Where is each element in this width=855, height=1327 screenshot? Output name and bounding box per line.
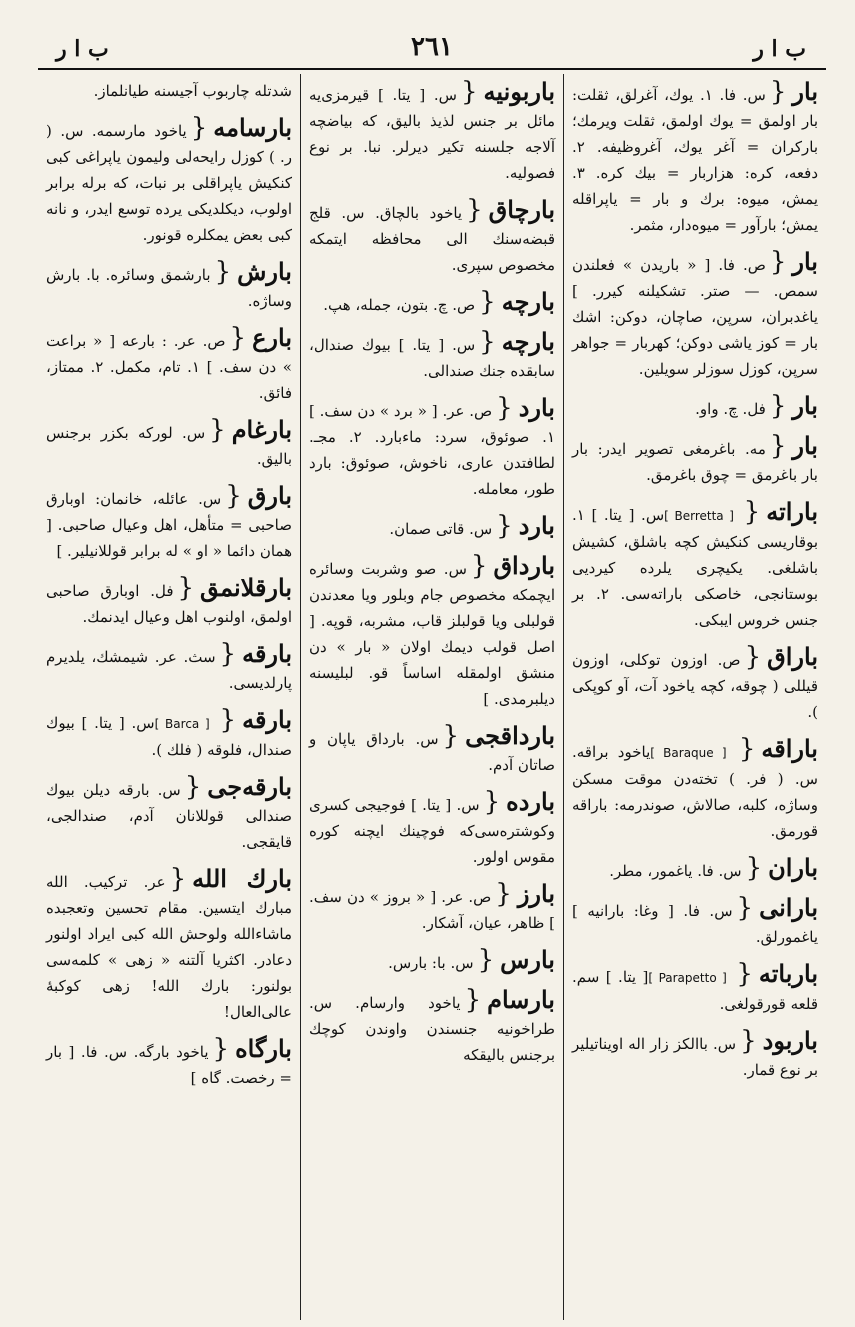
entry-headword: بارباته	[758, 959, 818, 988]
entry-etymology-latin: [ Barca ]	[154, 717, 216, 731]
entry-headword: بارد	[518, 393, 555, 422]
entry-definition: ص. عر. : بارعه [ « براعت » دن سف. ] ١. تام، مكمل. ٢. ممتاز، فائق.	[46, 332, 292, 402]
entry-headword: باربود	[762, 1026, 818, 1055]
entry-definition: س. صو وشربت وسائره ايچمكه مخصوص جام وبلور ويا معدندن قولبلى ويا قولبلز قاب، مشربه، قوپه. [ اصل قولب ديمك اولان « بار » دن منشق اولمقله اساساً قو. لبليسنه ديلبرمدى. ]	[309, 560, 555, 708]
entry-headword: بارانى	[759, 893, 818, 922]
entry-brace: {	[442, 721, 460, 751]
entry-definition: ياخود براقه. س. ( فر. ) تخته‌دن موقت مسكن وساژه، كلبه، صالاش، صوندرمه: باراقه قورمق.	[572, 743, 818, 840]
entry-definition: س. فا. ١. يوك، آغرلق، ثقلت: بار اولمق = يوك اولمق، ثقلت ويرمك؛ باركران = آغر يوك، آغروظيفه. ٢. دفعه، كره: هزاربار = بيك كره. ٣. يمش، ميوه: برك و بار = ياپراقله يمش؛ بارآور = ميوه‌دار، مثمر.	[572, 86, 818, 234]
entry-definition: س. [ يتا. ] ١. بوقاريسى كنكيش كچه باشلق، كشيش باشلغى. يكيچرى يلرده كيرديى بوستانجى، خاصكى باراته‌سى. ٢. بر جنس خروس ايبكى.	[572, 506, 818, 629]
entry-brace: {	[769, 247, 787, 277]
entry-definition: س. [ يتا. ] بيوك صندال، فلوقه ( فلك ).	[46, 714, 292, 759]
dictionary-entry	[309, 196, 555, 281]
entry-brace: {	[496, 393, 513, 423]
dictionary-entry	[572, 248, 818, 385]
entry-brace: {	[219, 705, 237, 735]
entry-headword: بار	[792, 247, 818, 276]
entry-brace: {	[209, 415, 226, 445]
entry-headword: بارق	[247, 481, 292, 510]
dictionary-entry	[46, 482, 292, 567]
dictionary-entry	[572, 735, 818, 847]
entry-headword: بارع	[252, 323, 292, 352]
dictionary-entry	[46, 865, 292, 1028]
entry-headword: بارقلانمق	[200, 573, 292, 602]
entry-brace: {	[190, 113, 208, 143]
dictionary-entry	[572, 894, 818, 953]
entry-headword: بارگاه	[235, 1034, 292, 1063]
entry-definition: ص. فا. [ « باريدن » فعلندن سمص. — صتر. تشكيلنه كيرر. ] ياغدبران، سرپن، صاچان، دوكن: اشك بار = كوز ياشى دوكن؛ كهربار = جواهر سرپن، كوزل سوزلر سويلين.	[572, 256, 818, 378]
entry-headword: باراقه	[761, 734, 818, 763]
entry-brace: {	[184, 772, 202, 802]
entry-definition: س. [ يتا. ] فوجيجى كسرى وكوشتره‌سى‌كه فوچينك ايچنه كوره مقوس اولور.	[309, 796, 555, 866]
column-right	[564, 74, 826, 1320]
entry-definition: س. با: بارس.	[388, 954, 474, 972]
dictionary-entry	[46, 258, 292, 317]
dictionary-entry	[309, 552, 555, 715]
entry-headword: بارده	[506, 787, 555, 816]
entry-headword: بار	[792, 77, 819, 106]
entry-brace: {	[470, 551, 488, 581]
entry-definition: س. بارقه ديلن بيوك صندالى قوللانان آدم، صندالجى، قايقجى.	[46, 781, 292, 851]
entry-brace: {	[461, 77, 478, 107]
page-number: ٢٦١	[411, 32, 453, 62]
entry-brace: {	[495, 879, 512, 909]
entry-definition: س. [ يتا. ] بيوك صندال، سابقده جنك صندالى.	[309, 336, 555, 380]
entry-headword: بارش	[237, 257, 292, 286]
entry-definition: شدتله چاربوب آجيسنه طيانلماز.	[93, 82, 292, 100]
entry-definition: ياخود بالچاق. س. قلج قبضه‌سنك الى محافظه ايتمكه مخصوص سپرى.	[309, 204, 555, 274]
entry-definition: ص. چ. بتون، جمله، هپ.	[323, 296, 476, 314]
dictionary-entry	[572, 643, 818, 728]
entry-brace: {	[169, 864, 187, 894]
dictionary-entry	[572, 392, 818, 425]
entry-brace: {	[736, 959, 753, 989]
entry-brace: {	[464, 985, 482, 1015]
entry-headword: بارقه	[242, 639, 292, 668]
dictionary-entry	[309, 512, 555, 545]
header-letters-left: ب ا ر	[56, 36, 109, 62]
entry-definition: س. لوركه بكزر برجنس باليق.	[46, 424, 292, 468]
dictionary-entry	[309, 328, 555, 387]
entry-brace: {	[477, 945, 495, 975]
entry-definition: ص. اوزون توكلى، اوزون قيللى ( چوقه، كچه ياخود آت، آو كوپكى ).	[572, 651, 818, 721]
entry-definition: س. قاتى صمان.	[389, 520, 493, 538]
entry-definition: س. بارداق ياپان و صاتان آدم.	[309, 730, 555, 774]
entry-headword: بار	[792, 391, 818, 420]
entry-etymology-latin: [ Berretta ]	[664, 509, 740, 523]
entry-brace: {	[738, 734, 756, 764]
dictionary-entry	[46, 640, 292, 699]
columns	[38, 74, 826, 1320]
header-letters-right: ب ا ر	[753, 36, 806, 62]
entry-headword: بار	[792, 431, 818, 460]
dictionary-entry	[572, 960, 818, 1020]
entry-brace: {	[219, 639, 237, 669]
entry-brace: {	[744, 642, 762, 672]
dictionary-entry	[572, 498, 818, 636]
dictionary-entry	[572, 854, 818, 887]
dictionary-entry	[309, 880, 555, 939]
header-rule	[38, 68, 826, 70]
entry-brace: {	[214, 257, 232, 287]
entry-definition: س. باالكز زار اله اويناتيلير بر نوع قمار.	[572, 1035, 818, 1079]
entry-definition: سث. عر. شيمشك، يلديرم پارلديسى.	[46, 648, 292, 692]
entry-definition: مه. باغرمغی تصوير ايدر: بار بار باغرمق = چوق باغرمق.	[572, 440, 818, 484]
dictionary-entry	[572, 432, 818, 491]
dictionary-entry	[309, 986, 555, 1070]
entry-definition: س. فا. [ وغا: بارانيه ] ياغمورلق.	[572, 902, 818, 946]
entry-brace: {	[479, 327, 496, 357]
entry-headword: بارقه‌جى	[207, 772, 292, 801]
entry-brace: {	[177, 573, 195, 603]
entry-headword: بارچاق	[488, 195, 555, 224]
entry-definition: ياخود مارسمه. س. ( ر. ) كوزل رايحه‌لى وليمون ياپراغى كبى كنكيش ياپراقلى بر نبات، كه برله برابر اولوب، ديكلديكى يرده توسع ايدر، و نانه كبى بعض يمكلره قونور.	[46, 122, 292, 244]
column-middle	[301, 74, 564, 1320]
dictionary-entry	[572, 1027, 818, 1085]
entry-headword: بارسام	[487, 985, 555, 1014]
dictionary-entry	[46, 1035, 292, 1093]
entry-definition: عر. تركيب. الله مبارك ايتسين. مقام تحسين وتعجبده ماشاءالله ولوحش الله كبى ايراد اولنور دعادر. اكثريا آلتنه « زهى » كلمه‌سى بولنور: بارك الله! زهى كوكبهٔ عالى‌العال!	[46, 873, 292, 1021]
dictionary-entry	[46, 773, 292, 858]
running-head	[38, 30, 826, 66]
dictionary-entry	[309, 788, 555, 873]
entry-definition: ياخود بارگه. س. فا. [ بار = رخصت. گاه ]	[46, 1043, 292, 1087]
entry-definition: س. عائله، خانمان: اوبارق صاحبى = متأهل، اهل وعيال صاحبى. [ همان دائما « او » له برابر قوللانيلير. ]	[46, 490, 292, 560]
entry-brace: {	[479, 287, 496, 317]
entry-headword: باراته	[766, 497, 818, 526]
entry-etymology-latin: [ Parapetto ]	[648, 971, 733, 985]
entry-headword: بارقه	[242, 705, 292, 734]
dictionary-entry	[46, 416, 292, 475]
dictionary-entry	[309, 946, 555, 979]
dictionary-entry	[572, 78, 818, 241]
entry-brace: {	[769, 391, 787, 421]
entry-definition: بارشمق وسائره. با. بارش وساژه.	[46, 266, 292, 310]
dictionary-entry	[46, 574, 292, 633]
entry-brace: {	[225, 481, 242, 511]
entry-brace: {	[745, 853, 763, 883]
entry-definition: ص. عر. [ « برد » دن سف. ] ١. صوئوق، سرد: ماءبارد. ٢. مجـ. لطافتدن عارى، ناخوش، صوئوق: بارد طور، معامله.	[309, 402, 556, 498]
dictionary-entry	[309, 722, 555, 781]
entry-definition: فل. چ. واو.	[695, 400, 766, 418]
entry-headword: بارسامه	[213, 113, 292, 142]
entry-brace: {	[736, 893, 754, 923]
entry-brace: {	[212, 1034, 230, 1064]
column-left	[38, 74, 301, 1320]
entry-brace: {	[229, 323, 247, 353]
entry-headword: بارغام	[231, 415, 292, 444]
entry-definition: ص. عر. [ « بروز » دن سف. ] ظاهر، عيان، آشكار.	[309, 888, 555, 932]
entry-headword: باراق	[767, 642, 818, 671]
entry-definition: فل. اوبارق صاحبى اولمق، اولنوب اهل وعيال ايدنمك.	[46, 582, 292, 626]
dictionary-page	[38, 30, 826, 1320]
entry-headword: بارك الله	[192, 864, 292, 893]
entry-brace: {	[769, 77, 787, 107]
entry-definition: [ يتا. ] سم. قلعه قورقولغى.	[572, 968, 818, 1013]
dictionary-entry	[46, 78, 292, 107]
entry-etymology-latin: [ Baraque ]	[650, 746, 735, 760]
entry-brace: {	[740, 1026, 757, 1056]
entry-headword: بارس	[500, 945, 555, 974]
entry-brace: {	[743, 497, 761, 527]
entry-brace: {	[466, 195, 483, 225]
entry-definition: س. [ يتا. ] قيرمزى‌يه مائل بر جنس لذيذ باليق، كه بياضچه آلاجه جلسنه تكير ديرلر. نبا. بر نوع فصوليه.	[309, 86, 555, 182]
dictionary-entry	[309, 78, 555, 189]
dictionary-entry	[46, 324, 292, 409]
entry-brace: {	[483, 787, 501, 817]
dictionary-entry	[309, 394, 555, 505]
entry-headword: باربونيه	[483, 77, 555, 106]
entry-headword: بارچه	[501, 327, 555, 356]
entry-brace: {	[769, 431, 787, 461]
dictionary-entry	[46, 706, 292, 766]
dictionary-entry	[46, 114, 292, 251]
entry-definition: س. فا. ياغمور، مطر.	[609, 862, 742, 880]
entry-headword: بارد	[518, 511, 555, 540]
entry-headword: بارداقجى	[465, 721, 555, 750]
entry-headword: بارداق	[493, 551, 555, 580]
dictionary-entry	[309, 288, 555, 321]
entry-headword: باران	[768, 853, 818, 882]
entry-definition: ياخود وارسام. س. طراخونيه جنسندن واوندن كوچك برجنس باليقكه	[309, 994, 555, 1064]
entry-headword: بارچه	[501, 287, 555, 316]
entry-brace: {	[496, 511, 513, 541]
entry-headword: بارز	[517, 879, 555, 908]
